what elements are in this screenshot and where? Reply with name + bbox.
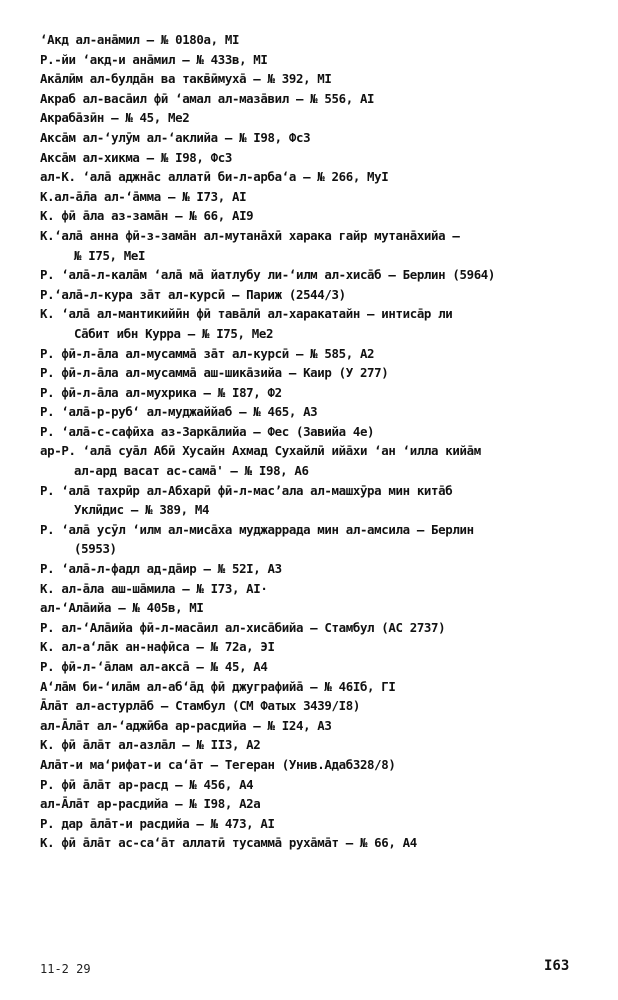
index-entry — [40, 89, 600, 109]
entry-text: Р. ʻалā тахрӣр ал-Абхарӣ фӣ-л-масʼала ал-машхӯра мин китāб — [40, 482, 453, 498]
entry-text: Āлāт ал-астурлāб – Стамбул (СМ Фатых 3439/I8) — [40, 698, 360, 714]
index-entry — [40, 422, 600, 442]
entry-text: К. фӣ āла аз-замāн – № 66, АI9 — [40, 208, 254, 224]
index-entry — [40, 167, 600, 187]
entry-text: Р. ʻалā усӯл ʻилм ал-мисāха муджаррада мин ал-амсила – Берлин — [40, 521, 474, 537]
index-entry — [40, 657, 600, 677]
entry-text: Р. ʻалā-р-рубʻ ал-муджаййаб – № 465, А3 — [40, 404, 318, 420]
entry-text: Аксāм ал-хикма – № I98, Фс3 — [40, 149, 232, 165]
entry-text: Р. ʻалā-л-калāм ʻалā мā йатлубу ли-ʻилм ал-хисāб – Берлин (5964) — [40, 267, 496, 283]
index-entry — [40, 735, 600, 755]
entry-text: Р. ʻалā-л-фадл ад-дāир – № 52I, А3 — [40, 561, 282, 577]
index-entry — [40, 559, 600, 579]
entry-text: Р.ʻалā-л-кура зāт ал-курсӣ – Париж (2544/3) — [40, 286, 346, 302]
entry-text: К. фӣ āлāт ас-саʻāт аллатӣ тусаммā рухāмāт – № 66, А4 — [40, 835, 417, 851]
index-entries — [40, 30, 600, 853]
index-entry — [40, 833, 600, 853]
index-entry — [40, 402, 600, 422]
index-entry — [40, 265, 600, 285]
index-entry — [40, 755, 600, 775]
entry-text: Р. фӣ-л-āла ал-мусаммā зāт ал-курсӣ – № 585, А2 — [40, 345, 375, 361]
index-entry — [40, 69, 600, 89]
entry-text: Р. ал-ʻАлāийа фӣ-л-масāил ал-хисāбийа – Стамбул (АС 2737) — [40, 619, 446, 635]
index-entry — [40, 383, 600, 403]
index-entry — [40, 344, 600, 364]
index-entry — [40, 108, 600, 128]
entry-text: Р. фӣ-л-ʻāлам ал-аксā – № 45, А4 — [40, 659, 268, 674]
index-entry — [40, 677, 600, 697]
entry-text: Алāт-и маʻрифат-и саʻāт – Тегеран (Унив.Адаб328/8) — [40, 756, 396, 772]
index-entry — [40, 226, 600, 265]
index-entry — [40, 187, 600, 207]
entry-text: Аксāм ал-ʻулӯм ал-ʻаклийа – № I98, Фс3 — [40, 129, 311, 145]
index-entry — [40, 696, 600, 716]
entry-text: К. ал-āла аш-шāмила – № I73, АI· — [40, 580, 268, 596]
index-entry — [40, 481, 600, 520]
entry-text: Р. фӣ āлāт ар-расд – № 456, А4 — [40, 776, 254, 792]
entry-text: К. ʻалā ал-мантикийӣн фӣ тавāлӣ ал-харакатайн – интисāр ли — [40, 306, 453, 322]
entry-text: ал-ʻАлāийа – № 405в, МI — [40, 600, 204, 616]
entry-text: Р. ʻалā-с-сафӣха аз-Заркāлийа – Фес (Завийа 4е) — [40, 423, 375, 439]
index-entry — [40, 618, 600, 638]
index-entry — [40, 637, 600, 657]
entry-text: ар-Р. ʻалā суāл Абӣ Хусайн Ахмад Сухайлӣ ийāхи ʻан ʻилла кийāм — [40, 443, 481, 459]
index-entry — [40, 579, 600, 599]
entry-text: ал-К. ʻалā аджнāс аллатӣ би-л-арбаʻа – № 266, МуI — [40, 169, 389, 185]
entry-text: ал-Āлāт ар-расдийа – № I98, А2а — [40, 796, 261, 812]
index-entry — [40, 206, 600, 226]
entry-text: К.ал-ā̄ла ал-ʻāмма – № I73, АI — [40, 188, 247, 204]
entry-text: Р. фӣ-л-āла ал-мухрика – № I87, Ф2 — [40, 384, 282, 400]
index-entry — [40, 794, 600, 814]
entry-continuation: № I75, МеI — [74, 247, 146, 263]
footer-code: 11-2 29 — [40, 962, 91, 976]
index-entry — [40, 598, 600, 618]
index-entry — [40, 775, 600, 795]
entry-text: Р.-йи ʻакд-и анāмил – № 433в, МI — [40, 51, 268, 67]
index-entry — [40, 148, 600, 168]
page-number: I63 — [544, 958, 570, 974]
index-entry — [40, 814, 600, 834]
entry-text: Р. дар āлāт-и расдийа – № 473, АI — [40, 815, 275, 831]
entry-continuation: Уклӣдис – № 389, М4 — [74, 502, 210, 518]
entry-continuation: Сāбит ибн Курра – № I75, Ме2 — [74, 325, 274, 341]
index-entry — [40, 716, 600, 736]
entry-text: Акāлӣм ал-булдāн ва такв̄ӣмухā – № 392, МI — [40, 71, 332, 87]
index-entry — [40, 363, 600, 383]
entry-text: Р. фӣ-л-āла ал-мусаммā аш-шикāзийа – Каир (У 277) — [40, 365, 389, 381]
index-entry — [40, 30, 600, 50]
index-entry — [40, 304, 600, 343]
entry-continuation: ал-ард васат ас-самā' – № I98, А6 — [74, 463, 309, 479]
entry-text: ал-Āлāт ал-ʻаджӣба ар-расдийа – № I24, А3 — [40, 717, 332, 733]
index-entry — [40, 285, 600, 305]
entry-text: К. фӣ āлāт ал-азлāл – № II3, А2 — [40, 737, 261, 753]
index-entry — [40, 520, 600, 559]
index-entry — [40, 441, 600, 480]
entry-text: К.ʻалā анна фӣ-з-замāн ал-мутанāхӣ харака гайр мутанāхийа – — [40, 227, 460, 243]
entry-text: ʻАкд ал-анāмил – № 0180а, МI — [40, 32, 240, 47]
entry-continuation: (5953) — [74, 541, 117, 557]
index-entry — [40, 50, 600, 70]
entry-text: Аʻлāм би-ʻилāм ал-абʻāд фӣ джуграфийā – № 46Iб, ГI — [40, 678, 396, 694]
entry-text: К. ал-аʻлāк ан-нафӣса – № 72а, ЭI — [40, 639, 275, 655]
index-entry — [40, 128, 600, 148]
entry-text: Акрабāзӣн – № 45, Ме2 — [40, 110, 190, 126]
entry-text: Акраб ал-васāил фӣ ʻамал ал-мазāвил – № 556, АI — [40, 90, 375, 106]
